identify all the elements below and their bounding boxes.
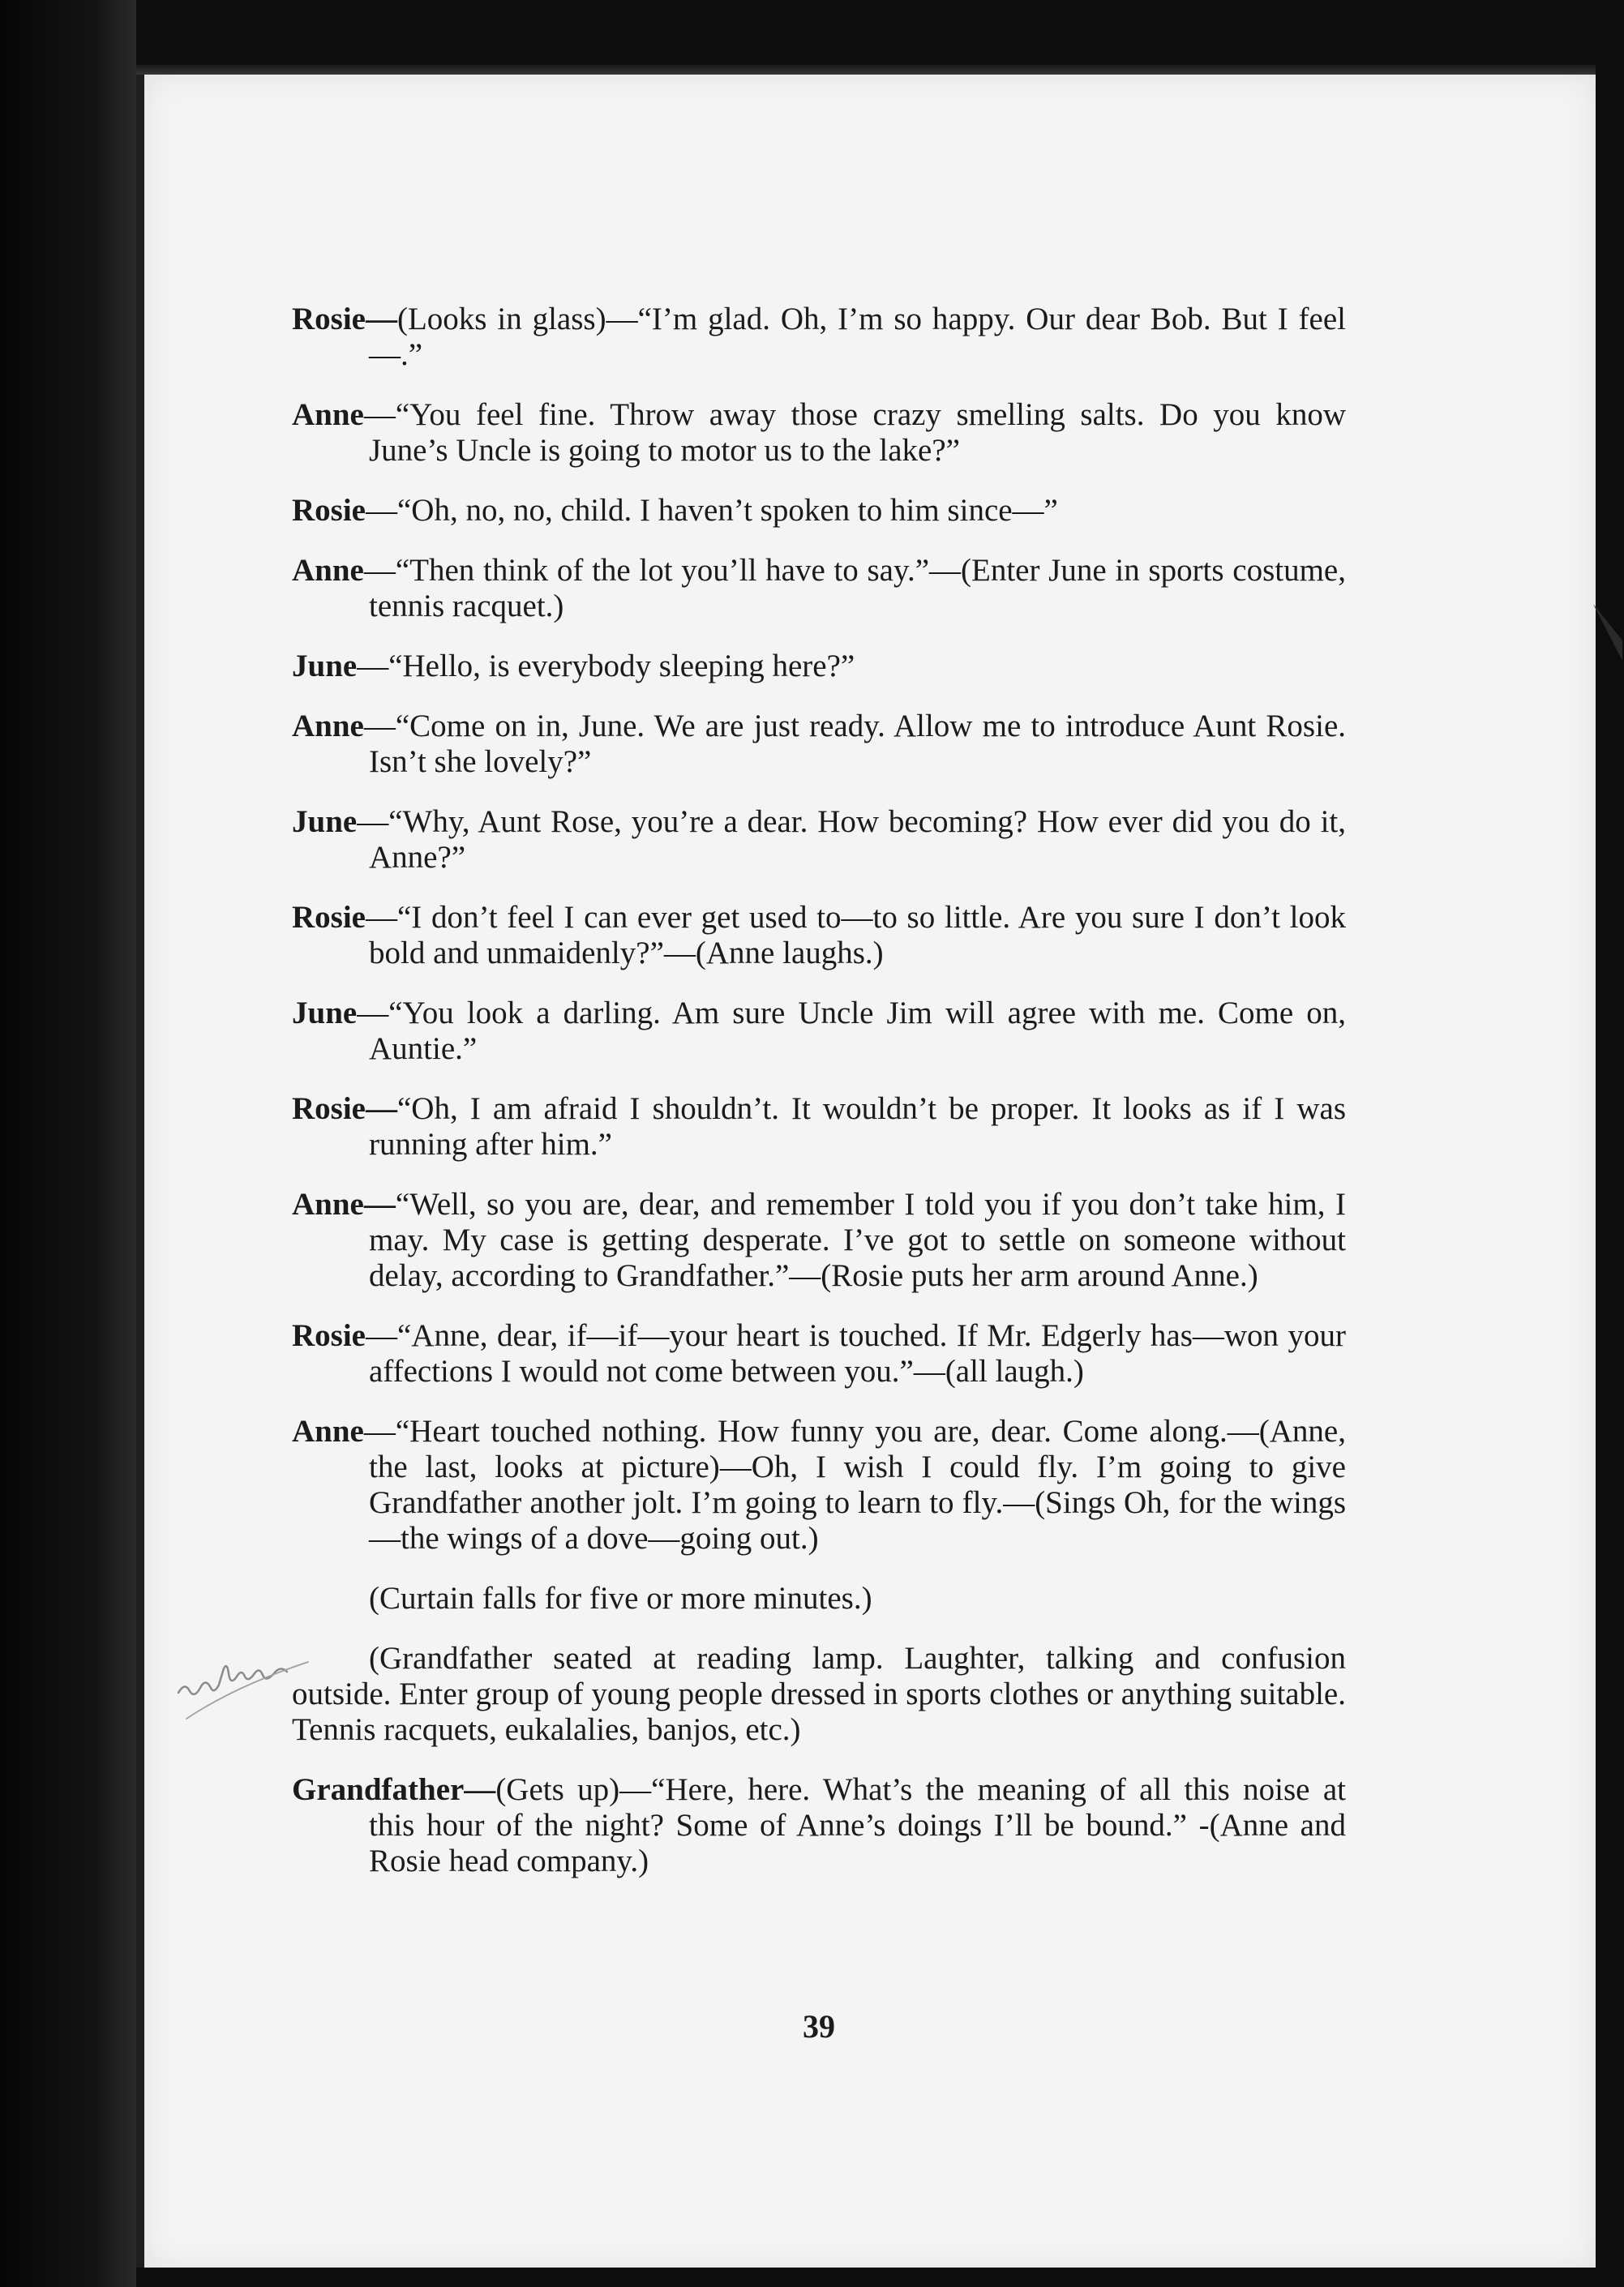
dialogue-entry-5 bbox=[292, 649, 1346, 684]
speaker-name: Anne bbox=[292, 397, 364, 432]
dialogue-entry-8 bbox=[292, 900, 1346, 971]
dialogue-text: —“Come on in, June. We are just ready. Allow me to introduce Aunt Rosie. Isn’t she lovely?” bbox=[363, 709, 1346, 779]
stage-direction: (Grandfather seated at reading lamp. Laughter, talking and confusion outside. Enter group of young people dressed in sports clothes or anything suitable. Tennis racquets, eukalalies, banjos, etc.) bbox=[292, 1641, 1346, 1747]
dialogue-entry-13 bbox=[292, 1414, 1346, 1557]
speaker-name: Rosie— bbox=[292, 1091, 397, 1126]
dialogue-text: —“You look a darling. Am sure Uncle Jim will agree with me. Come on, Auntie.” bbox=[357, 996, 1346, 1066]
dialogue-entry-11 bbox=[292, 1187, 1346, 1294]
dialogue-entry-12 bbox=[292, 1318, 1346, 1390]
speaker-name: Rosie bbox=[292, 900, 366, 935]
dialogue-entry-4 bbox=[292, 553, 1346, 624]
curtain-direction: (Curtain falls for five or more minutes.) bbox=[369, 1581, 872, 1616]
dialogue-text: —“Anne, dear, if—if—your heart is touched. If Mr. Edgerly has—won your affections I would not come between you.”—(all laugh.) bbox=[366, 1318, 1346, 1389]
dialogue-entry-9 bbox=[292, 996, 1346, 1067]
speaker-name: June bbox=[292, 996, 358, 1030]
speaker-name: Rosie bbox=[292, 1318, 366, 1353]
dialogue-entry-2 bbox=[292, 397, 1346, 469]
dialogue-entry-7 bbox=[292, 804, 1346, 876]
speaker-name: Anne bbox=[292, 709, 364, 743]
dialogue-text: (Gets up)—“Here, here. What’s the meaning of all this noise at this hour of the night? Some of Anne’s doings I’ll be bound.” -(Anne and Rosie head company.) bbox=[369, 1772, 1346, 1878]
dialogue-text: —“Heart touched nothing. How funny you are, dear. Come along.—(Anne, the last, looks at picture)—Oh, I wish I could fly. I’m going to give Grandfather another jolt. I’m going to learn to fly.—(Sings Oh, for the wings—the wings of a dove—going out.) bbox=[363, 1414, 1346, 1556]
dialogue-text: (Looks in glass)—“I’m glad. Oh, I’m so happy. Our dear Bob. But I feel—.” bbox=[369, 302, 1346, 372]
dialogue-text: “Well, so you are, dear, and remember I told you if you don’t take him, I may. My case is getting desperate. I’ve got to settle on someone without delay, according to Grandfather.”—(Rosie puts her arm around Anne.) bbox=[369, 1187, 1346, 1293]
speaker-name: Anne bbox=[292, 1414, 364, 1449]
dialogue-text: —“Why, Aunt Rose, you’re a dear. How becoming? How ever did you do it, Anne?” bbox=[357, 804, 1346, 875]
speaker-name: Rosie bbox=[292, 493, 366, 528]
handwritten-margin-note bbox=[162, 1630, 349, 1735]
page-number: 39 bbox=[803, 2008, 835, 2045]
dialogue-text: —“Oh, no, no, child. I haven’t spoken to him since—” bbox=[366, 493, 1058, 528]
speaker-name: Grandfather— bbox=[292, 1772, 496, 1807]
dialogue-entry-3 bbox=[292, 493, 1346, 529]
speaker-name: Anne— bbox=[292, 1187, 396, 1222]
dialogue-entry-grandfather bbox=[292, 1772, 1346, 1879]
dialogue-entry-6 bbox=[292, 709, 1346, 780]
speaker-name: Anne bbox=[292, 553, 364, 588]
dialogue-entry-10 bbox=[292, 1091, 1346, 1163]
dialogue-text: —“Hello, is everybody sleeping here?” bbox=[357, 649, 855, 683]
book-spine-shadow bbox=[0, 0, 136, 2287]
speaker-name: Rosie— bbox=[292, 302, 397, 336]
dialogue-text: —“Then think of the lot you’ll have to say.”—(Enter June in sports costume, tennis racquet.) bbox=[363, 553, 1346, 623]
script-text bbox=[292, 302, 1346, 1904]
dialogue-entry-1 bbox=[292, 302, 1346, 373]
dialogue-text: “Oh, I am afraid I shouldn’t. It wouldn’t be proper. It looks as if I was running after him.” bbox=[369, 1091, 1346, 1162]
speaker-name: June bbox=[292, 649, 358, 683]
edge-mark bbox=[1592, 596, 1624, 669]
dialogue-text: —“You feel fine. Throw away those crazy smelling salts. Do you know June’s Uncle is going to motor us to the lake?” bbox=[363, 397, 1346, 468]
speaker-name: June bbox=[292, 804, 358, 839]
dialogue-text: —“I don’t feel I can ever get used to—to so little. Are you sure I don’t look bold and unmaidenly?”—(Anne laughs.) bbox=[366, 900, 1346, 970]
